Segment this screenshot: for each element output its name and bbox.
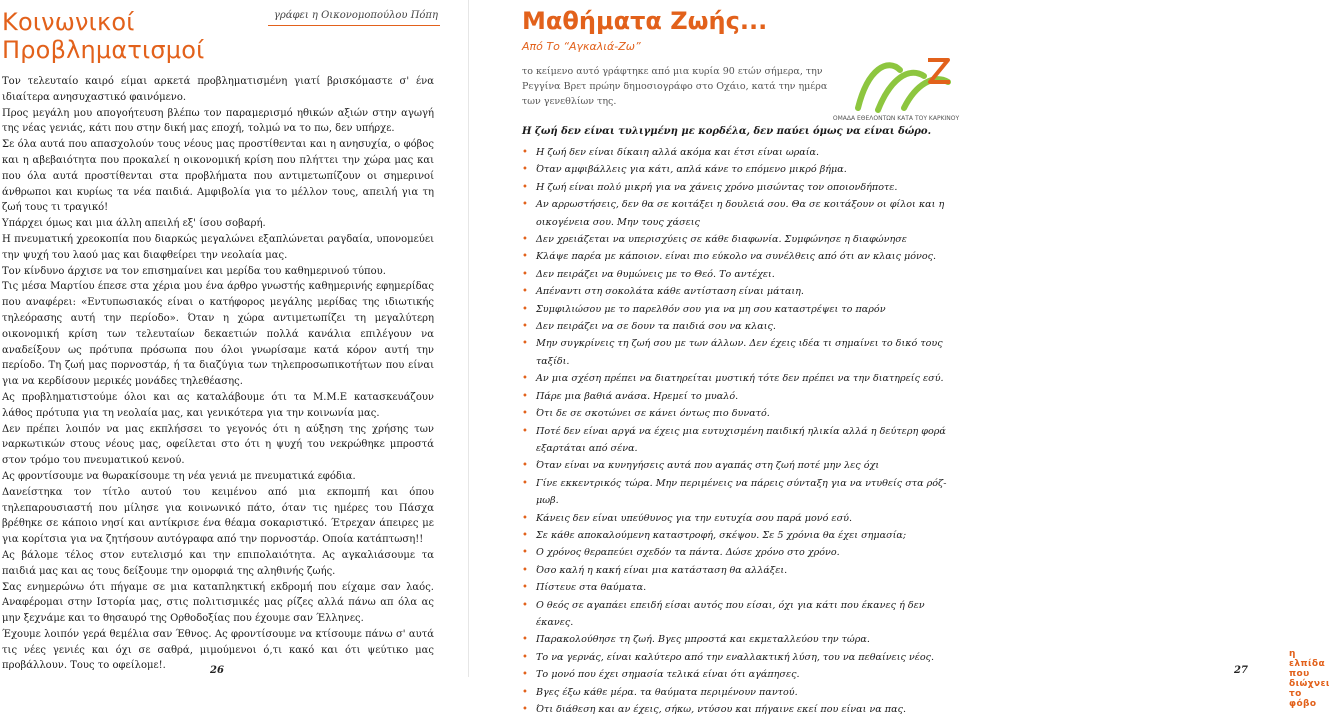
- list-item-text: Το μονό που έχει σημασία τελικά είναι ότι αγάπησες.: [536, 669, 800, 681]
- agkalia-zo-logo: [832, 48, 960, 124]
- list-item: [522, 510, 952, 527]
- paragraph: Τον κίνδυνο άρχισε να τον επισημαίνει και μερίδα του καθημερινού τύπου.: [2, 265, 386, 277]
- list-item-text: Αν αρρωστήσεις, δεν θα σε κοιτάξει η δουλειά σου. Θα σε κοιτάξουν οι φίλοι και η οικογένεια σου. Μην τους χάσεις: [536, 199, 945, 228]
- article-title-right: Μαθήματα Ζωής...: [522, 7, 768, 35]
- bullet-icon: •: [522, 338, 528, 350]
- left-page: [0, 0, 452, 677]
- bullet-icon: •: [522, 425, 528, 437]
- list-item-text: Παρακολούθησε τη ζωή. Βγες μπροστά και εκμεταλλεύου την τώρα.: [536, 634, 870, 646]
- paragraph: Ας φροντίσουμε να θωρακίσουμε τη νέα γενιά με πνευματικά εφόδια.: [2, 470, 356, 482]
- list-item: [522, 649, 952, 666]
- bullet-icon: •: [522, 373, 528, 385]
- intro-text: το κείμενο αυτό γράφτηκε από μια κυρία 90 ετών σήμερα, την Ρεγγίνα Βρετ πρώην δημοσιογράφο στο Οχάιο, κατά την ημέρα των γενεθλίων της.: [522, 66, 828, 107]
- paragraph: Υπάρχει όμως και μια άλλη απειλή εξ' ίσου σοβαρή.: [2, 218, 266, 230]
- title-line-1: Κοινωνικοί: [2, 8, 135, 36]
- list-item-text: Η ζωή είναι πολύ μικρή για να χάνεις χρόνο μισώντας τον οποιονδήποτε.: [536, 181, 898, 193]
- bullet-icon: •: [522, 286, 528, 298]
- paragraph: Σε όλα αυτά που απασχολούν τους νέους μας προστίθενται και η ανησυχία, ο φόβος και η αβεβαιότητα που προκαλεί η οικονομική κρίση που πλήττει την χώρα μας και που όλα αυτά προστίθενται στα προβλήματα που αντιμετωπίζουν οι σημερινοί άνθρωποι και κυρίως τα νέα παιδιά. Αμφιβολία για το μέλλον τους, απειλή για τη ζωή τους τι τραγικό!: [2, 139, 434, 214]
- paragraph: Ας βάλομε τέλος στον ευτελισμό και την επιπολαιότητα. Ας αγκαλιάσουμε τα παιδιά μας και ας τους δείξουμε την ομορφιά της αληθινής ζωής.: [2, 549, 434, 577]
- list-item: [522, 544, 952, 561]
- title-line-2: Προβληματισμοί: [2, 36, 205, 64]
- bullet-icon: •: [522, 408, 528, 420]
- list-item: [522, 666, 952, 683]
- bullet-icon: •: [522, 390, 528, 402]
- list-item-text: Σε κάθε αποκαλούμενη καταστροφή, σκέψου. Σε 5 χρόνια θα έχει σημασία;: [536, 529, 907, 541]
- bullet-icon: •: [522, 234, 528, 246]
- list-item-text: Μην συγκρίνεις τη ζωή σου με των άλλων. Δεν έχεις ιδέα τι σημαίνει το δικό τους ταξίδι.: [536, 338, 943, 367]
- list-item: [522, 684, 952, 701]
- paragraph: Ας προβληματιστούμε όλοι και ας καταλάβουμε ότι τα Μ.Μ.Ε κατασκευάζουν λάθος πρότυπα για τη νεολαία μας, και γενικότερα για την κοινωνία μας.: [2, 391, 434, 419]
- list-item-text: Πάρε μια βαθιά ανάσα. Ηρεμεί το μυαλό.: [536, 390, 739, 402]
- paragraph: Προς μεγάλη μου απογοήτευση βλέπω τον παραμερισμό ηθικών αξιών στην αγωγή της νέας γενιάς, κάτι που στην δική μας εποχή, τολμώ να το πω, δεν υπήρχε.: [2, 107, 434, 135]
- list-item: [522, 231, 952, 248]
- list-item-text: Ότι διάθεση και αν έχεις, σήκω, ντύσου και πήγαινε εκεί που είναι να πας.: [536, 704, 906, 715]
- list-item-text: Όσο καλή η κακή είναι μια κατάσταση θα αλλάξει.: [536, 564, 788, 576]
- bullet-icon: •: [522, 634, 528, 646]
- list-item-text: Ο θεός σε αγαπάει επειδή είσαι αυτός που είσαι, όχι για κάτι που έκανες ή δεν έκανες.: [536, 599, 925, 628]
- list-item: [522, 562, 952, 579]
- bullet-icon: •: [522, 477, 528, 489]
- paragraph: Σας ενημερώνω ότι πήγαμε σε μια καταπληκτική εκδρομή που είχαμε σαν λαός. Αναφέρομαι στην Ιστορία μας, στις πολιτισμικές μας ρίζες αλλά πάνω απ όλα ας μην ξεχνάμε και το θησαυρό της Ορθοδοξίας που έχουμε σαν Έλληνες.: [2, 581, 434, 625]
- paragraph: Τις μέσα Μαρτίου έπεσε στα χέρια μου ένα άρθρο γνωστής καθημερινής εφημερίδας που αναφέρει: «Εντυπωσιακός είναι ο κατήφορος μεγάλης μερίδας της ιδιωτικής τηλεόρασης αυτή την περίοδο». Όταν η χώρα αντιμετωπίζει τη μεγαλύτερη οικονομική κρίση των τελευταίων δεκαετιών πολλά κανάλια επιλέγουν να αναδείξουν ως πρότυπα πρόσωπα που όλοι γνωρίσαμε κατά κόρον αυτή την περίοδο. Τη ζωή μας πορνοστάρ, ή τα διαζύγια των τηλεπροσωπικοτήτων που είναι για να κερδίσουν μερικές μονάδες τηλεθέασης.: [2, 281, 434, 388]
- bullet-icon: •: [522, 512, 528, 524]
- page-number-left: 26: [210, 665, 224, 676]
- paragraph: Η πνευματική χρεοκοπία που διαρκώς μεγαλώνει εξαπλώνεται ραγδαία, υπονομεύει την ψυχή του λαού μας και διαφθείρει την νεολαία μας.: [2, 233, 434, 261]
- list-item-text: Κλάψε παρέα με κάποιον. είναι πιο εύκολο να συνέλθεις από ότι αν κλαις μόνος.: [536, 251, 937, 263]
- article-title: [2, 8, 204, 64]
- bullet-icon: •: [522, 651, 528, 663]
- footer-slogan: η ελπίδα που διώχνει το φόβο: [1289, 649, 1330, 709]
- list-item: [522, 388, 952, 405]
- paragraph: Δεν πρέπει λοιπόν να μας εκπλήσσει το γεγονός ότι η αύξηση της χρήσης των ναρκωτικών στους νέους μας, οφείλεται στο ότι η ψυχή του νεκρώθηκε μπροστά στον τρόμο του πνευματικού κενού.: [2, 423, 434, 467]
- bullet-icon: •: [522, 199, 528, 211]
- bullet-icon: •: [522, 686, 528, 698]
- list-item: [522, 423, 952, 458]
- bullet-icon: •: [522, 303, 528, 315]
- author-byline: γράφει η Οικονομοπούλου Πόπη: [273, 10, 438, 21]
- list-item-text: Ότι δε σε σκοτώνει σε κάνει όντως πιο δυνατό.: [536, 408, 770, 420]
- list-item: [522, 179, 952, 196]
- bullet-icon: •: [522, 268, 528, 280]
- byline-rule: [268, 25, 440, 26]
- bullet-icon: •: [522, 547, 528, 559]
- list-item: [522, 144, 952, 161]
- list-item-text: Πίστευε στα θαύματα.: [536, 582, 647, 594]
- list-item-text: Συμφιλιώσου με το παρελθόν σου για να μη σου καταστρέψει το παρόν: [536, 303, 886, 315]
- list-item-text: Γίνε εκκεντρικός τώρα. Μην περιμένεις να πάρεις σύνταξη για να ντυθείς στα ρόζ- μωβ.: [536, 477, 947, 507]
- list-item: [522, 527, 952, 544]
- list-item: [522, 405, 952, 422]
- list-item: [522, 701, 952, 718]
- right-page: [502, 0, 1330, 715]
- list-item: [522, 318, 952, 335]
- list-item: [522, 161, 952, 178]
- list-item: [522, 266, 952, 283]
- list-item: [522, 248, 952, 265]
- bullet-icon: •: [522, 181, 528, 193]
- paragraph: Δανείστηκα τον τίτλο αυτού του κειμένου από μια εκπομπή και όπου τηλεπαρουσιαστή που μίλησε για κοινωνικό πάτο, όταν τις ημέρες του Πάσχα βρέθηκε σε κάποιο νησί και αντίκρισε ένα θέαμα σοκαριστικό. Έτρεχαν άπειρες με για κορίτσια για να ζητήσουν αυτόγραφα από την πορνοστάρ. Οποία κατάπτωση!!: [2, 486, 434, 546]
- list-item-text: Αν μια σχέση πρέπει να διατηρείται μυστική τότε δεν πρέπει να την διατηρείς εσύ.: [536, 373, 944, 385]
- lead-sentence: Η ζωή δεν είναι τυλιγμένη με κορδέλα, δεν παύει όμως να είναι δώρο.: [522, 126, 932, 137]
- list-item-text: Ποτέ δεν είναι αργά να έχεις μια ευτυχισμένη παιδική ηλικία αλλά η δεύτερη φορά εξαρτάται από σένα.: [536, 425, 946, 454]
- list-item-text: Όταν αμφιβάλλεις για κάτι, απλά κάνε το επόμενο μικρό βήμα.: [536, 164, 847, 176]
- list-item: [522, 475, 952, 510]
- bullet-icon: •: [522, 582, 528, 594]
- list-item: [522, 301, 952, 318]
- bullet-icon: •: [522, 529, 528, 541]
- list-item: [522, 457, 952, 474]
- list-item-text: Δεν πειράζει να σε δουν τα παιδιά σου να κλαις.: [536, 321, 776, 333]
- page-number-right: 27: [1234, 665, 1248, 676]
- paragraph: Τον τελευταίο καιρό είμαι αρκετά προβληματισμένη γιατί βρισκόμαστε σ' ένα ιδιαίτερα ανησυχαστικό φαινόμενο.: [2, 76, 434, 103]
- list-item: [522, 283, 952, 300]
- list-item-text: Κάνεις δεν είναι υπεύθυνος για την ευτυχία σου παρά μονό εσύ.: [536, 512, 852, 524]
- list-item: [522, 196, 952, 231]
- bullet-icon: •: [522, 669, 528, 681]
- list-item-text: Το να γερνάς, είναι καλύτερο από την εναλλακτική λύση, του να πεθαίνεις νέος.: [536, 651, 935, 663]
- list-item-text: Η ζωή δεν είναι δίκαιη αλλά ακόμα και έτσι είναι ωραία.: [536, 147, 820, 158]
- bullet-icon: •: [522, 460, 528, 472]
- article-subtitle: Από Το “Αγκαλιά-Ζω”: [522, 40, 641, 53]
- list-item: [522, 579, 952, 596]
- page-gutter: [468, 0, 469, 677]
- bullet-icon: •: [522, 321, 528, 333]
- logo-caption: ΟΜΑΔΑ ΕΘΕΛΟΝΤΩΝ ΚΑΤΑ ΤΟΥ ΚΑΡΚΙΝΟΥ: [832, 115, 960, 122]
- list-item-text: Ο χρόνος θεραπεύει σχεδόν τα πάντα. Δώσε χρόνο στο χρόνο.: [536, 547, 840, 559]
- bullet-icon: •: [522, 147, 528, 158]
- list-item: [522, 335, 952, 370]
- list-item-text: Όταν είναι να κυνηγήσεις αυτά που αγαπάς στη ζωή ποτέ μην λες όχι: [536, 460, 880, 472]
- list-item-text: Δεν χρειάζεται να υπερισχύεις σε κάθε διαφωνία. Συμφώνησε η διαφώνησε: [536, 234, 907, 246]
- bullet-icon: •: [522, 164, 528, 176]
- bullet-icon: •: [522, 564, 528, 576]
- article-body: [2, 74, 434, 674]
- bullet-icon: •: [522, 704, 528, 715]
- list-item-text: Βγες έξω κάθε μέρα. τα θαύματα περιμένουν παντού.: [536, 686, 798, 698]
- list-item-text: Δεν πειράζει να θυμώνεις με το Θεό. Το αντέχει.: [536, 268, 775, 280]
- bullet-icon: •: [522, 599, 528, 611]
- list-item: [522, 597, 952, 632]
- list-item: [522, 370, 952, 387]
- paragraph: Έχουμε λοιπόν γερά θεμέλια σαν Έθνος. Ας φροντίσουμε να κτίσουμε πάνω σ' αυτά τις νέες γενιές και όχι σε σαθρά, μιμούμενοι ό,τι κακό και ότι ψεύτικο μας προβάλλουν. Τους το οφείλομε!.: [2, 628, 434, 672]
- list-item-text: Απέναντι στη σοκολάτα κάθε αντίσταση είναι μάταιη.: [536, 286, 804, 298]
- list-item: [522, 631, 952, 648]
- bullet-icon: •: [522, 251, 528, 263]
- lessons-list: [522, 144, 952, 718]
